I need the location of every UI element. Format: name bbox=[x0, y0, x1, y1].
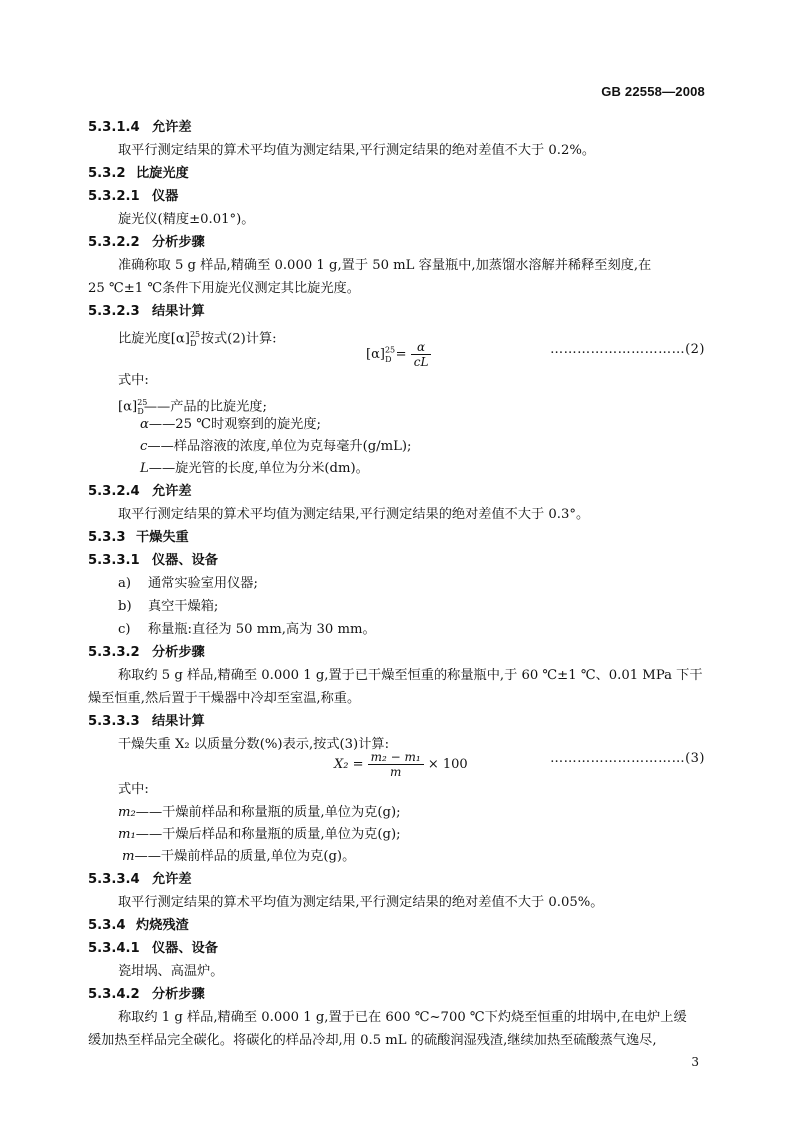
section-title: 分析步骤 bbox=[152, 235, 205, 250]
formula-equals: = bbox=[391, 347, 411, 362]
section-title: 灼烧残渣 bbox=[136, 918, 189, 933]
definition-description: 干燥后样品和称量瓶的质量,单位为克(g); bbox=[162, 827, 401, 842]
definition-symbol: L bbox=[140, 461, 149, 476]
definition-dash: —— bbox=[135, 805, 163, 820]
section-5-3-3-4-text: 取平行测定结果的算术平均值为测定结果,平行测定结果的绝对差值不大于 0.05%。 bbox=[118, 895, 604, 910]
definition-description: 旋光管的长度,单位为分米(dm)。 bbox=[175, 461, 369, 476]
fraction-numerator: m₂ − m₁ bbox=[368, 750, 424, 765]
list-item-text: 通常实验室用仪器; bbox=[148, 576, 258, 591]
list-item-label: c) bbox=[118, 622, 131, 637]
definition-m2 bbox=[118, 803, 401, 823]
section-number: 5.3.2 bbox=[88, 166, 126, 181]
page-number: 3 bbox=[691, 1055, 699, 1069]
where-label: 式中: bbox=[118, 782, 149, 797]
list-item-label: a) bbox=[118, 576, 132, 591]
section-number: 5.3.3.4 bbox=[88, 872, 140, 887]
section-title: 结果计算 bbox=[152, 714, 205, 729]
formula-lhs: [α] bbox=[366, 347, 385, 362]
section-number: 5.3.2.2 bbox=[88, 235, 140, 250]
formula-sup: 25 bbox=[384, 345, 396, 355]
definition-alpha bbox=[140, 415, 321, 435]
formula-3 bbox=[334, 750, 468, 779]
formula-sub: D bbox=[385, 354, 392, 364]
list-item-b bbox=[118, 597, 218, 617]
section-5-3-3-3-heading bbox=[88, 712, 205, 732]
list-item-c bbox=[118, 620, 376, 640]
fraction-denominator: cL bbox=[413, 355, 429, 369]
section-title: 允许差 bbox=[152, 120, 192, 135]
section-title: 仪器、设备 bbox=[152, 553, 218, 568]
definition-m bbox=[122, 847, 355, 867]
section-5-3-4-1-text: 瓷坩埚、高温炉。 bbox=[118, 964, 224, 979]
where-label: 式中: bbox=[118, 373, 149, 388]
definition-description: 产品的比旋光度; bbox=[170, 399, 267, 415]
section-5-3-3-1-heading bbox=[88, 551, 218, 571]
formula-3-intro: 干燥失重 X₂ 以质量分数(%)表示,按式(3)计算: bbox=[118, 737, 390, 752]
section-5-3-4-1-heading bbox=[88, 939, 218, 959]
definition-sup: 25 bbox=[137, 398, 148, 407]
section-5-3-2-2-line-2: 25 ℃±1 ℃条件下用旋光仪测定其比旋光度。 bbox=[88, 281, 360, 296]
definition-symbol: m bbox=[122, 849, 135, 864]
section-5-3-2-1-heading bbox=[88, 187, 178, 207]
definition-description: 干燥前样品的质量,单位为克(g)。 bbox=[160, 849, 356, 864]
definition-description: 干燥前样品和称量瓶的质量,单位为克(g); bbox=[162, 805, 401, 820]
section-5-3-2-2-heading bbox=[88, 233, 205, 253]
section-5-3-1-4-text: 取平行测定结果的算术平均值为测定结果,平行测定结果的绝对差值不大于 0.2%。 bbox=[118, 143, 596, 158]
section-number: 5.3.4.2 bbox=[88, 987, 140, 1002]
list-item-text: 称量瓶:直径为 50 mm,高为 30 mm。 bbox=[148, 622, 376, 637]
section-title: 允许差 bbox=[152, 872, 192, 887]
fraction-denominator: m bbox=[389, 765, 402, 779]
section-5-3-3-4-heading bbox=[88, 870, 192, 890]
definition-dash: —— bbox=[143, 399, 171, 415]
formula-fraction bbox=[411, 340, 432, 369]
section-title: 分析步骤 bbox=[152, 645, 205, 660]
definition-description: 样品溶液的浓度,单位为克每毫升(g/mL); bbox=[173, 439, 412, 454]
definition-m1 bbox=[118, 825, 401, 845]
section-5-3-3-heading bbox=[88, 528, 189, 548]
section-number: 5.3.3.1 bbox=[88, 553, 140, 568]
fraction-numerator: α bbox=[411, 340, 432, 355]
section-5-3-2-4-heading bbox=[88, 482, 192, 502]
formula-lhs: X₂ = bbox=[334, 757, 368, 772]
definition-dash: —— bbox=[135, 827, 163, 842]
section-number: 5.3.3.2 bbox=[88, 645, 140, 660]
section-title: 干燥失重 bbox=[136, 530, 189, 545]
definition-symbol: [α] bbox=[118, 399, 138, 415]
list-item-label: b) bbox=[118, 599, 132, 614]
section-title: 分析步骤 bbox=[152, 987, 205, 1002]
section-5-3-2-1-text: 旋光仪(精度±0.01°)。 bbox=[118, 212, 255, 227]
section-number: 5.3.3.3 bbox=[88, 714, 140, 729]
definition-dash: —— bbox=[148, 461, 176, 476]
formula-rhs: × 100 bbox=[423, 757, 468, 772]
section-number: 5.3.4.1 bbox=[88, 941, 140, 956]
section-title: 比旋光度 bbox=[136, 166, 189, 181]
subscript-d-line: D bbox=[190, 339, 197, 349]
definition-sub: D bbox=[137, 407, 144, 417]
section-5-3-2-4-text: 取平行测定结果的算术平均值为测定结果,平行测定结果的绝对差值不大于 0.3°。 bbox=[118, 507, 590, 522]
section-5-3-2-3-heading bbox=[88, 302, 205, 322]
formula-2 bbox=[366, 340, 431, 369]
section-title: 仪器 bbox=[152, 189, 179, 204]
equation-number-3: …………………………(3) bbox=[550, 751, 705, 766]
section-5-3-3-2-line-1: 称取约 5 g 样品,精确至 0.000 1 g,置于已干燥至恒重的称量瓶中,于 60 ℃±1 ℃、0.01 MPa 下干 bbox=[118, 668, 703, 683]
section-number: 5.3.3 bbox=[88, 530, 126, 545]
definition-c bbox=[140, 437, 411, 457]
section-5-3-2-2-line-1: 准确称取 5 g 样品,精确至 0.000 1 g,置于 50 mL 容量瓶中,加蒸馏水溶解并稀释至刻度,在 bbox=[118, 258, 652, 273]
definition-dash: —— bbox=[134, 849, 161, 864]
definition-description: 25 ℃时观察到的旋光度; bbox=[175, 417, 321, 432]
section-number: 5.3.2.3 bbox=[88, 304, 140, 319]
section-number: 5.3.2.1 bbox=[88, 189, 140, 204]
section-5-3-4-2-heading bbox=[88, 985, 205, 1005]
intro-text: 比旋光度[α] bbox=[118, 331, 190, 347]
section-title: 结果计算 bbox=[152, 304, 205, 319]
section-5-3-4-2-line-2: 缓加热至样品完全碳化。将碳化的样品冷却,用 0.5 mL 的硫酸润湿残渣,继续加热至硫酸蒸气逸尽, bbox=[88, 1033, 657, 1048]
section-5-3-4-2-line-1: 称取约 1 g 样品,精确至 0.000 1 g,置于已在 600 ℃~700 ℃下灼烧至恒重的坩埚中,在电炉上缓 bbox=[118, 1010, 687, 1025]
section-title: 仪器、设备 bbox=[152, 941, 218, 956]
section-5-3-3-2-line-2: 燥至恒重,然后置于干燥器中冷却至室温,称重。 bbox=[88, 691, 361, 706]
definition-symbol: m₁ bbox=[118, 827, 136, 842]
list-item-a bbox=[118, 574, 258, 594]
section-5-3-2-heading bbox=[88, 164, 189, 184]
definition-symbol: c bbox=[140, 439, 148, 454]
standard-number-header: GB 22558—2008 bbox=[601, 84, 705, 99]
definition-l bbox=[140, 459, 369, 479]
definition-symbol: α bbox=[140, 417, 149, 432]
section-number: 5.3.4 bbox=[88, 918, 126, 933]
formula-fraction bbox=[368, 750, 424, 779]
definition-symbol: m₂ bbox=[118, 805, 136, 820]
list-item-text: 真空干燥箱; bbox=[148, 599, 219, 614]
equation-number-2: …………………………(2) bbox=[550, 342, 705, 357]
definition-dash: —— bbox=[148, 417, 176, 432]
section-5-3-1-4-heading bbox=[88, 118, 192, 138]
section-number: 5.3.1.4 bbox=[88, 120, 140, 135]
section-5-3-4-heading bbox=[88, 916, 189, 936]
definition-dash: —— bbox=[147, 439, 174, 454]
section-number: 5.3.2.4 bbox=[88, 484, 140, 499]
section-title: 允许差 bbox=[152, 484, 192, 499]
superscript-temperature: 25 bbox=[189, 330, 201, 339]
intro-text-end: 按式(2)计算: bbox=[196, 331, 277, 347]
formula-2-intro bbox=[118, 325, 277, 354]
section-5-3-3-2-heading bbox=[88, 643, 205, 663]
